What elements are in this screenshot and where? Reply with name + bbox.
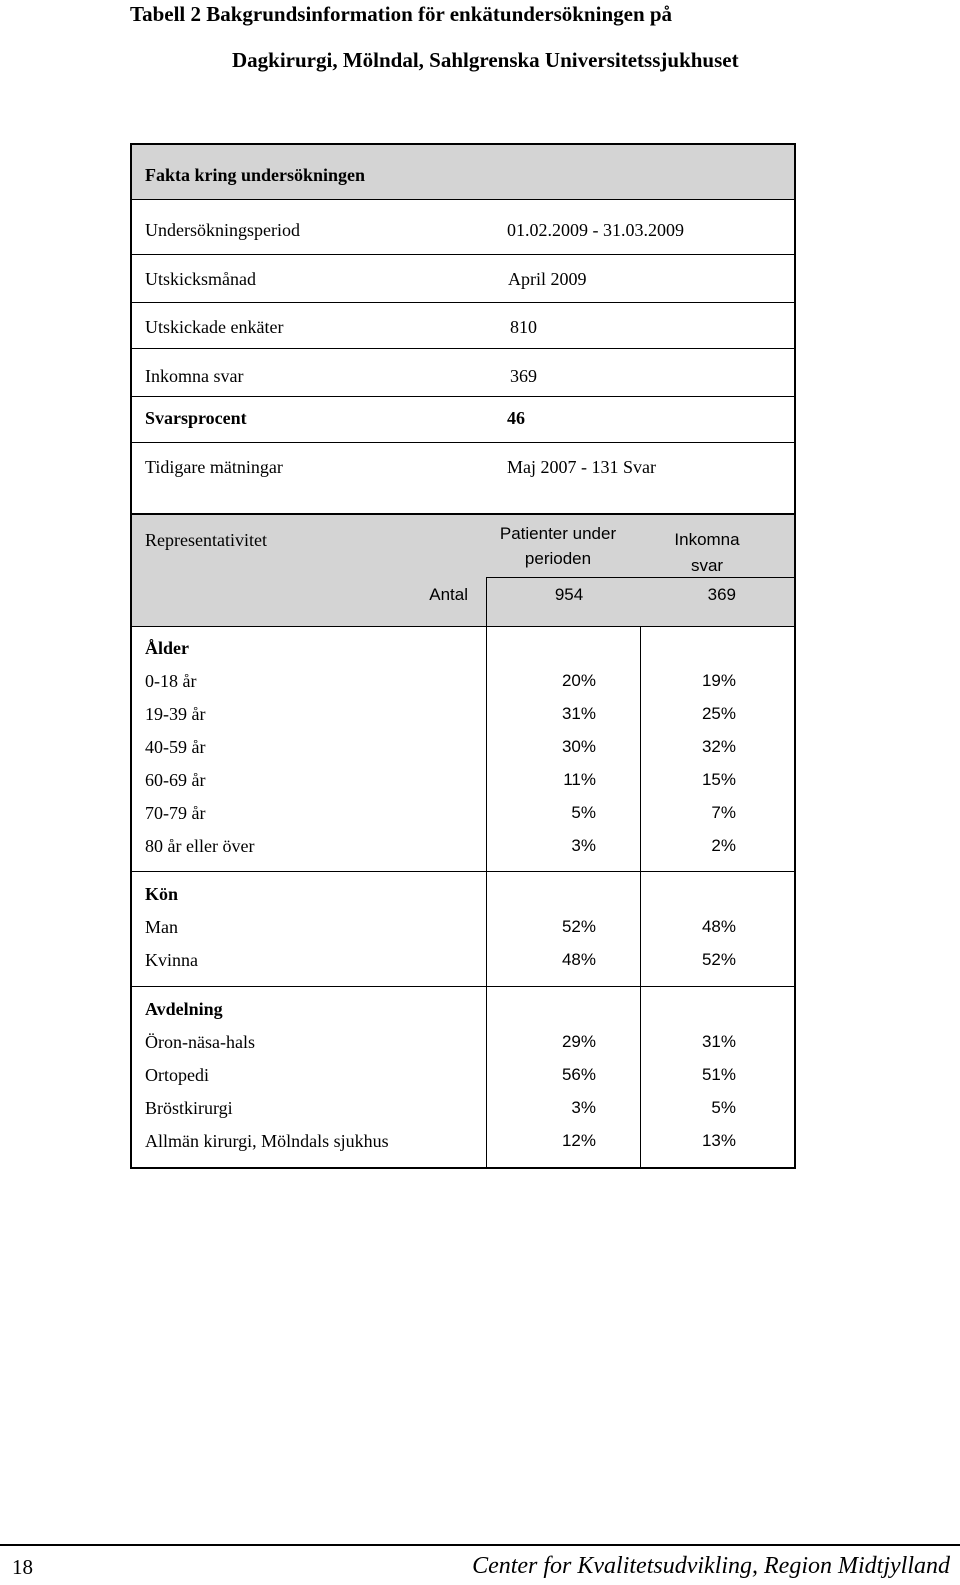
gender-row-c2: 48%	[701, 917, 736, 936]
age-row-c2: 2%	[711, 836, 736, 855]
age-row-c2: 25%	[701, 704, 736, 723]
title-line-1: Tabell 2 Bakgrundsinformation för enkätundersökningen på	[130, 2, 673, 26]
department-row-c2: 31%	[701, 1032, 736, 1051]
row-separator	[130, 986, 796, 987]
department-row-label: Öron-näsa-hals	[145, 1032, 255, 1052]
group-title-department: Avdelning	[145, 999, 223, 1019]
table-border-left	[130, 143, 132, 1169]
fact-value-previous: Maj 2007 - 131 Svar	[507, 457, 656, 477]
age-row-label: 80 år eller över	[145, 836, 255, 856]
department-row-c2: 5%	[711, 1098, 736, 1117]
antal-label: Antal	[429, 585, 468, 604]
fact-value-received: 369	[510, 366, 537, 386]
fact-value-send-month: April 2009	[508, 269, 587, 289]
department-row-c2: 13%	[701, 1131, 736, 1150]
age-row-label: 40-59 år	[145, 737, 206, 757]
row-separator	[130, 396, 796, 397]
facts-header: Fakta kring undersökningen	[145, 165, 366, 185]
age-row-c2: 32%	[701, 737, 736, 756]
gender-row-label: Kvinna	[145, 950, 198, 970]
table-border-bottom	[130, 1167, 796, 1169]
fact-value-period: 01.02.2009 - 31.03.2009	[507, 220, 684, 240]
age-row-c1: 30%	[561, 737, 596, 756]
fact-label-previous: Tidigare mätningar	[145, 457, 283, 477]
department-row-label: Allmän kirurgi, Mölndals sjukhus	[145, 1131, 389, 1151]
title-line-2: Dagkirurgi, Mölndal, Sahlgrenska Universitetssjukhuset	[232, 48, 739, 72]
age-row-c2: 19%	[701, 671, 736, 690]
fact-label-response-rate: Svarsprocent	[145, 408, 247, 428]
age-row-c2: 7%	[711, 803, 736, 822]
antal-col2: 369	[707, 585, 736, 604]
col1-header-line2: perioden	[524, 549, 592, 568]
row-separator	[130, 199, 796, 200]
fact-label-received: Inkomna svar	[145, 366, 244, 386]
row-separator	[130, 513, 796, 515]
age-row-label: 60-69 år	[145, 770, 206, 790]
age-row-c2: 15%	[701, 770, 736, 789]
representativity-label: Representativitet	[145, 530, 267, 550]
row-separator	[486, 577, 796, 578]
gender-row-c2: 52%	[701, 950, 736, 969]
department-row-label: Ortopedi	[145, 1065, 209, 1085]
fact-label-sent: Utskickade enkäter	[145, 317, 284, 337]
group-title-gender: Kön	[145, 884, 179, 904]
table-border-top	[130, 143, 796, 145]
group-title-age: Ålder	[145, 638, 189, 658]
department-row-c2: 51%	[701, 1065, 736, 1084]
table-border-right	[794, 143, 796, 1169]
fact-label-send-month: Utskicksmånad	[145, 269, 256, 289]
age-row-c1: 20%	[561, 671, 596, 690]
survey-table	[130, 143, 796, 1169]
age-row-c1: 3%	[571, 836, 596, 855]
col2-header-line2: svar	[690, 556, 724, 575]
row-separator	[130, 348, 796, 349]
fact-value-sent: 810	[510, 317, 537, 337]
department-row-c1: 29%	[561, 1032, 596, 1051]
department-row-c1: 3%	[571, 1098, 596, 1117]
fact-label-period: Undersökningsperiod	[145, 220, 300, 240]
gender-row-c1: 52%	[561, 917, 596, 936]
footer-rule	[0, 1544, 960, 1546]
row-separator	[130, 871, 796, 872]
page-number: 18	[12, 1555, 33, 1579]
gender-row-label: Man	[145, 917, 178, 937]
col2-header-line1: Inkomna	[674, 530, 740, 549]
gender-row-c1: 48%	[561, 950, 596, 969]
age-row-c1: 11%	[563, 770, 596, 789]
row-separator	[130, 254, 796, 255]
age-row-label: 70-79 år	[145, 803, 206, 823]
age-row-c1: 5%	[571, 803, 596, 822]
fact-value-response-rate: 46	[507, 408, 525, 428]
department-row-c1: 56%	[561, 1065, 596, 1084]
row-separator	[130, 626, 796, 627]
col1-header-line1: Patienter under	[499, 524, 617, 543]
age-row-label: 0-18 år	[145, 671, 197, 691]
antal-col1: 954	[554, 585, 584, 604]
footer-text: Center for Kvalitetsudvikling, Region Midtjylland	[472, 1553, 950, 1579]
age-row-label: 19-39 år	[145, 704, 206, 724]
age-row-c1: 31%	[561, 704, 596, 723]
row-separator	[130, 442, 796, 443]
row-separator	[130, 302, 796, 303]
department-row-label: Bröstkirurgi	[145, 1098, 233, 1118]
department-row-c1: 12%	[561, 1131, 596, 1150]
